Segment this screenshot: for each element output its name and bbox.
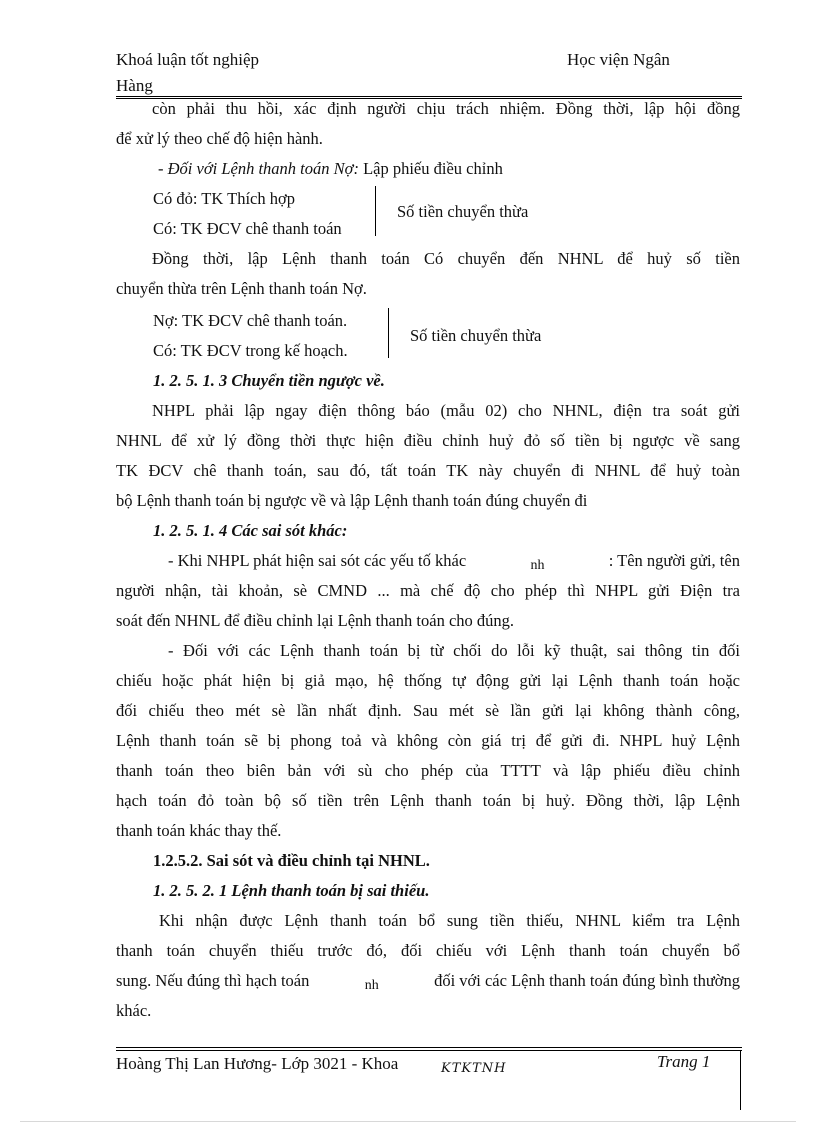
paragraph-line: thanh toán chuyển thiếu trước đó, đối chiếu với Lệnh thanh toán chuyển bổ [116, 941, 740, 960]
debit-intro-label: - Đối với Lệnh thanh toán Nợ: [158, 159, 359, 178]
section-heading: 1. 2. 5. 1. 4 Các sai sót khác: [153, 521, 348, 540]
paragraph-line: đối chiếu theo mét sè lần nhất định. Sau mét sè lần gửi lại không thành công, [116, 701, 740, 720]
paragraph-line: soát đến NHNL để điều chỉnh lại Lệnh thanh toán cho đúng. [116, 611, 515, 630]
paragraph-line: NHNL để xử lý đồng thời thực hiện điều chỉnh huỷ đỏ số tiền bị ngược về sang [116, 431, 740, 450]
header-title-right: Học viện Ngân [567, 50, 670, 69]
paragraph-line: TK ĐCV chê thanh toán, sau đó, tất toán TK này chuyển đi NHNL để huỷ toàn [116, 461, 740, 480]
paragraph-line: thanh toán theo biên bản với sù cho phép của TTTT và lập phiếu điều chỉnh [116, 761, 740, 780]
paragraph-line: chiếu hoặc phát hiện bị giả mạo, hệ thống tự động gửi lại Lệnh thanh toán hoặc [116, 671, 740, 690]
section-heading: 1. 2. 5. 1. 3 Chuyển tiền ngược về. [153, 371, 385, 390]
entry1-note: Số tiền chuyển thừa [397, 202, 529, 221]
paragraph-line: thanh toán khác thay thế. [116, 821, 282, 840]
paragraph-line: Khi nhận được Lệnh thanh toán bổ sung tiền thiếu, NHNL kiểm tra Lệnh [159, 911, 740, 930]
section-heading: 1. 2. 5. 2. 1 Lệnh thanh toán bị sai thiếu. [153, 881, 430, 900]
footer-author: Hoàng Thị Lan Hương- Lớp 3021 - Khoa [116, 1054, 399, 1073]
footer-rule [116, 1047, 742, 1048]
paragraph-line: NHPL phải lập ngay điện thông báo (mẫu 02) cho NHNL, điện tra soát gửi [152, 401, 740, 420]
debit-intro [158, 154, 503, 184]
paragraph-line [116, 966, 740, 996]
paragraph-line: Lệnh thanh toán sẽ bị phong toả và không còn giá trị để gửi đi. NHPL huỷ Lệnh [116, 731, 740, 750]
page-bottom-edge [20, 1121, 796, 1122]
paragraph-line: để xử lý theo chế độ hiện hành. [116, 129, 323, 148]
entry2-line2: Có: TK ĐCV trong kế hoạch. [153, 341, 348, 360]
paragraph-line: - Đối với các Lệnh thanh toán bị từ chối do lỗi kỹ thuật, sai thông tin đối [168, 641, 740, 660]
section-heading: 1.2.5.2. Sai sót và điều chỉnh tại NHNL. [153, 851, 430, 870]
footer-rule-2 [116, 1050, 742, 1051]
header-title-left: Khoá luận tốt nghiệp [116, 50, 260, 69]
paragraph-line: chuyển thừa trên Lệnh thanh toán Nợ. [116, 279, 367, 298]
entry2-note: Số tiền chuyển thừa [410, 326, 542, 345]
paragraph-line-part: - Khi NHPL phát hiện sai sót các yếu tố khác [168, 551, 467, 570]
paragraph-line-part: : Tên người gửi, tên [608, 551, 740, 570]
debit-intro-text: Lập phiếu điều chỉnh [358, 159, 503, 178]
entry1-line1: Có đỏ: TK Thích hợp [153, 189, 295, 208]
paragraph-line: Đồng thời, lập Lệnh thanh toán Có chuyển đến NHNL để huỷ số tiền [152, 249, 740, 268]
footer-side-rule [740, 1050, 741, 1110]
entry1-bracket [375, 186, 376, 236]
paragraph-stray-text: nh [364, 978, 379, 993]
paragraph-stray-text: nh [530, 558, 545, 573]
entry1-line2: Có: TK ĐCV chê thanh toán [153, 219, 342, 238]
header-title-left-wrap: Hàng [116, 76, 153, 95]
footer-faculty: KTKTNH [441, 1061, 507, 1076]
page-number: Trang 1 [657, 1052, 711, 1071]
paragraph-line: người nhận, tài khoản, sè CMND ... mà chế độ cho phép thì NHPL gửi Điện tra [116, 581, 740, 600]
paragraph-line [168, 546, 740, 576]
paragraph-line-part: đối với các Lệnh thanh toán đúng bình thường [434, 971, 740, 990]
entry2-line1: Nợ: TK ĐCV chê thanh toán. [153, 311, 348, 330]
paragraph-line: khác. [116, 1001, 152, 1020]
paragraph-line-part: sung. Nếu đúng thì hạch toán [116, 971, 310, 990]
paragraph-line: còn phải thu hồi, xác định người chịu trách nhiệm. Đồng thời, lập hội đồng [152, 99, 740, 118]
paragraph-line: bộ Lệnh thanh toán bị ngược về và lập Lệnh thanh toán đúng chuyển đi [116, 491, 588, 510]
paragraph-line: hạch toán đỏ toàn bộ số tiền trên Lệnh thanh toán bị huỷ. Đồng thời, lập Lệnh [116, 791, 740, 810]
entry2-bracket [388, 308, 389, 358]
